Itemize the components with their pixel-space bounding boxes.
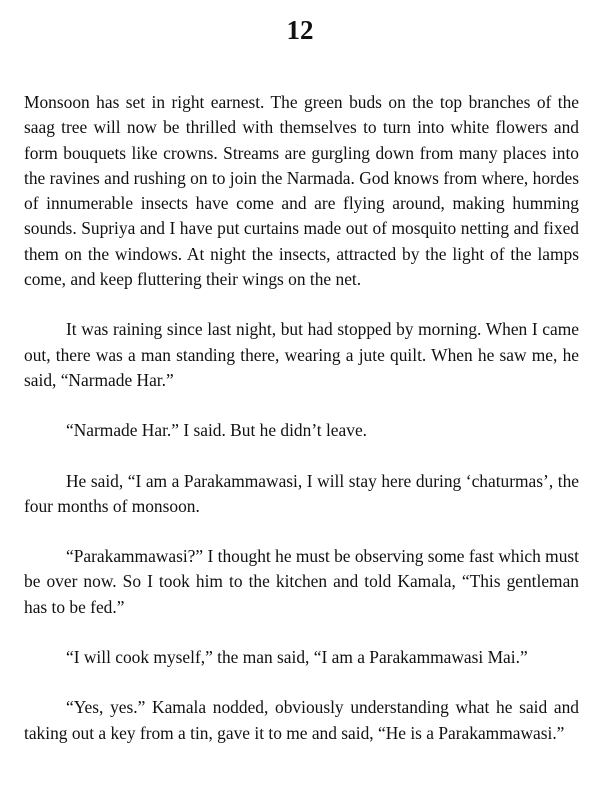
- chapter-body: [24, 90, 579, 746]
- chapter-number: 12: [286, 15, 314, 45]
- paragraph: “I will cook myself,” the man said, “I am a Parakammawasi Mai.”: [66, 647, 528, 668]
- paragraph: “Narmade Har.” I said. But he didn’t leave.: [66, 420, 368, 441]
- paragraph: “Yes, yes.” Kamala nodded, obviously understanding what he said and taking out a key from a tin, gave it to me and said, “He is a Parakammawasi.”: [24, 697, 579, 743]
- paragraph: “Parakammawasi?” I thought he must be observing some fast which must be over now. So I took him to the kitchen and told Kamala, “This gentleman has to be fed.”: [24, 546, 579, 617]
- paragraph: He said, “I am a Parakammawasi, I will stay here during ‘chaturmas’, the four months of monsoon.: [24, 470, 579, 516]
- paragraph: Monsoon has set in right earnest. The green buds on the top branches of the saag tree will now be thrilled with themselves to turn into white flowers and form bouquets like crowns. Streams are gurgling down from many places into the ravines and rushing on to join the Narmada. God knows from where, hordes of innumerable insects have come and are flying around, making humming sounds. Supriya and I have put curtains made out of mosquito netting and fixed them on the windows. At night the insects, attracted by the light of the lamps come, and keep fluttering their wings on the net.: [24, 92, 579, 290]
- paragraph: It was raining since last night, but had stopped by morning. When I came out, there was a man standing there, wearing a jute quilt. When he saw me, he said, “Narmade Har.”: [24, 319, 579, 390]
